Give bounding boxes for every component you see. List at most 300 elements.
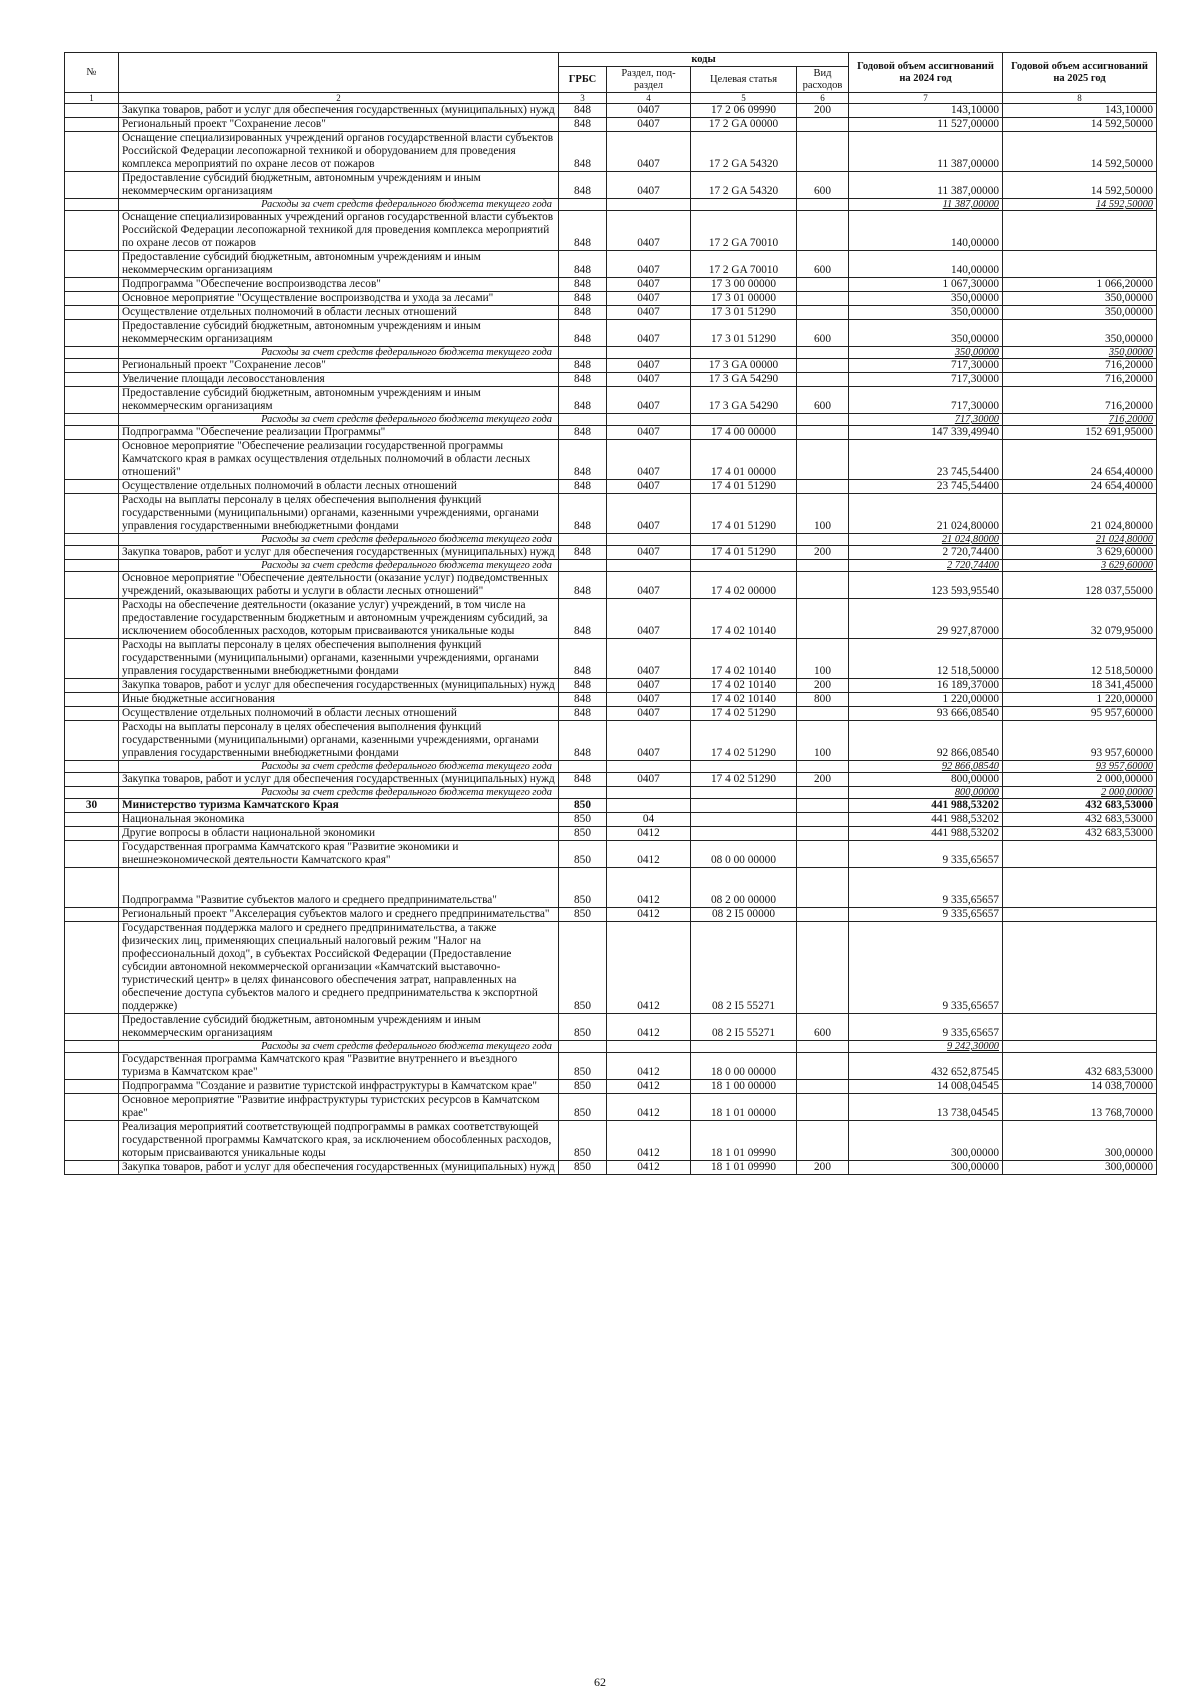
row-no [65, 841, 119, 868]
row-amount-2025: 32 079,95000 [1003, 599, 1157, 639]
row-no [65, 426, 119, 440]
row-grbs: 850 [559, 1121, 607, 1161]
table-row [65, 707, 1157, 721]
row-name: Подпрограмма "Развитие субъектов малого и среднего предпринимательства" [119, 868, 559, 908]
row-razdel: 0407 [607, 132, 691, 172]
row-grbs: 848 [559, 373, 607, 387]
row-amount-2025: 14 592,50000 [1003, 118, 1157, 132]
row-amount-2025: 24 654,40000 [1003, 480, 1157, 494]
row-expense-type: 200 [797, 679, 849, 693]
row-razdel: 0407 [607, 373, 691, 387]
table-row [65, 211, 1157, 251]
table-row [65, 572, 1157, 599]
row-no [65, 693, 119, 707]
row-name: Оснащение специализированных учреждений органов государственной власти субъектов Российской Федерации лесопожарной техникой и оборудованием для проведения комплекса мероприятий по охране лесов от пожаров [119, 132, 559, 172]
row-target-article: 17 4 01 51290 [691, 480, 797, 494]
row-amount-2025: 1 066,20000 [1003, 278, 1157, 292]
row-razdel: 0407 [607, 278, 691, 292]
row-grbs: 850 [559, 813, 607, 827]
row-target-article: 17 2 GA 70010 [691, 251, 797, 278]
row-target-article: 18 0 00 00000 [691, 1053, 797, 1080]
row-amount-2024: 717,30000 [849, 414, 1003, 426]
row-target-article: 08 2 I5 00000 [691, 908, 797, 922]
row-name: Министерство туризма Камчатского Края [119, 799, 559, 813]
row-no [65, 868, 119, 908]
row-razdel: 0412 [607, 1053, 691, 1080]
table-row [65, 693, 1157, 707]
row-amount-2025: 3 629,60000 [1003, 560, 1157, 572]
row-amount-2025: 350,00000 [1003, 320, 1157, 347]
row-name: Закупка товаров, работ и услуг для обеспечения государственных (муниципальных) нужд [119, 546, 559, 560]
row-expense-type [797, 841, 849, 868]
row-razdel: 0412 [607, 1161, 691, 1175]
row-razdel: 0407 [607, 359, 691, 373]
row-name: Расходы на выплаты персоналу в целях обеспечения выполнения функций государственными (муниципальными) органами, казенными учреждениями, органами управления государственными внебюджетными фондами [119, 639, 559, 679]
row-target-article: 17 4 02 10140 [691, 599, 797, 639]
table-row [65, 868, 1157, 908]
row-name: Предоставление субсидий бюджетным, автономным учреждениям и иным некоммерческим организациям [119, 251, 559, 278]
row-expense-type: 100 [797, 721, 849, 761]
row-name: Основное мероприятие "Развитие инфраструктуры туристских ресурсов в Камчатском крае" [119, 1094, 559, 1121]
table-row [65, 639, 1157, 679]
row-amount-2025: 128 037,55000 [1003, 572, 1157, 599]
row-amount-2025 [1003, 908, 1157, 922]
row-amount-2024: 9 335,65657 [849, 908, 1003, 922]
row-name: Основное мероприятие "Осуществление воспроизводства и ухода за лесами" [119, 292, 559, 306]
row-no [65, 761, 119, 773]
row-amount-2025: 432 683,53000 [1003, 827, 1157, 841]
row-target-article: 18 1 01 09990 [691, 1161, 797, 1175]
row-amount-2024: 123 593,95540 [849, 572, 1003, 599]
row-amount-2025: 14 592,50000 [1003, 199, 1157, 211]
row-amount-2025: 93 957,60000 [1003, 761, 1157, 773]
col-number: 3 [559, 93, 607, 104]
row-amount-2024: 11 387,00000 [849, 132, 1003, 172]
row-amount-2024: 16 189,37000 [849, 679, 1003, 693]
row-grbs: 848 [559, 494, 607, 534]
row-name: Осуществление отдельных полномочий в области лесных отношений [119, 306, 559, 320]
row-target-article: 08 0 00 00000 [691, 841, 797, 868]
row-name: Расходы на выплаты персоналу в целях обеспечения выполнения функций государственными (муниципальными) органами, казенными учреждениями, органами управления государственными внебюджетными фондами [119, 721, 559, 761]
row-expense-type [797, 414, 849, 426]
row-target-article: 17 4 01 51290 [691, 494, 797, 534]
row-name: Увеличение площади лесовосстановления [119, 373, 559, 387]
row-name: Закупка товаров, работ и услуг для обеспечения государственных (муниципальных) нужд [119, 679, 559, 693]
row-amount-2024: 800,00000 [849, 773, 1003, 787]
row-name: Расходы за счет средств федерального бюджета текущего года [119, 347, 559, 359]
row-expense-type: 800 [797, 693, 849, 707]
row-amount-2024: 140,00000 [849, 211, 1003, 251]
row-grbs: 848 [559, 104, 607, 118]
row-name: Расходы за счет средств федерального бюджета текущего года [119, 534, 559, 546]
row-no [65, 599, 119, 639]
row-grbs: 848 [559, 172, 607, 199]
row-amount-2024: 11 527,00000 [849, 118, 1003, 132]
row-no [65, 773, 119, 787]
table-row [65, 841, 1157, 868]
row-amount-2024: 9 335,65657 [849, 841, 1003, 868]
row-expense-type [797, 1080, 849, 1094]
row-amount-2024: 441 988,53202 [849, 799, 1003, 813]
row-name: Закупка товаров, работ и услуг для обеспечения государственных (муниципальных) нужд [119, 1161, 559, 1175]
row-grbs: 848 [559, 572, 607, 599]
row-no [65, 1014, 119, 1041]
row-name: Подпрограмма "Обеспечение воспроизводства лесов" [119, 278, 559, 292]
row-amount-2024: 300,00000 [849, 1121, 1003, 1161]
row-grbs: 850 [559, 841, 607, 868]
row-no [65, 292, 119, 306]
row-amount-2024: 11 387,00000 [849, 172, 1003, 199]
row-amount-2024: 2 720,74400 [849, 560, 1003, 572]
row-amount-2024: 92 866,08540 [849, 761, 1003, 773]
row-amount-2025: 432 683,53000 [1003, 1053, 1157, 1080]
row-no [65, 251, 119, 278]
row-amount-2024: 350,00000 [849, 320, 1003, 347]
row-grbs [559, 787, 607, 799]
row-no [65, 306, 119, 320]
row-amount-2024: 717,30000 [849, 373, 1003, 387]
row-razdel: 0407 [607, 639, 691, 679]
row-name: Региональный проект "Сохранение лесов" [119, 359, 559, 373]
row-expense-type [797, 359, 849, 373]
row-name: Национальная экономика [119, 813, 559, 827]
table-row [65, 534, 1157, 546]
row-grbs: 850 [559, 1080, 607, 1094]
row-amount-2025: 1 220,00000 [1003, 693, 1157, 707]
row-amount-2025: 350,00000 [1003, 292, 1157, 306]
table-row [65, 813, 1157, 827]
row-expense-type [797, 813, 849, 827]
row-expense-type: 600 [797, 1014, 849, 1041]
table-row [65, 199, 1157, 211]
row-grbs: 848 [559, 118, 607, 132]
row-razdel: 0407 [607, 480, 691, 494]
row-razdel [607, 560, 691, 572]
row-name: Расходы за счет средств федерального бюджета текущего года [119, 560, 559, 572]
row-amount-2024: 717,30000 [849, 387, 1003, 414]
table-row [65, 251, 1157, 278]
row-razdel: 0407 [607, 387, 691, 414]
row-name: Региональный проект "Сохранение лесов" [119, 118, 559, 132]
row-expense-type [797, 306, 849, 320]
table-row [65, 721, 1157, 761]
row-target-article: 17 3 01 51290 [691, 320, 797, 347]
row-amount-2025: 716,20000 [1003, 373, 1157, 387]
row-grbs: 848 [559, 292, 607, 306]
row-grbs [559, 560, 607, 572]
page-number: 62 [594, 1675, 606, 1689]
row-no [65, 1041, 119, 1053]
row-no [65, 908, 119, 922]
row-target-article: 17 3 GA 54290 [691, 387, 797, 414]
row-name: Предоставление субсидий бюджетным, автономным учреждениям и иным некоммерческим организациям [119, 1014, 559, 1041]
row-target-article: 17 3 00 00000 [691, 278, 797, 292]
row-amount-2025 [1003, 1014, 1157, 1041]
row-no [65, 373, 119, 387]
row-amount-2025: 13 768,70000 [1003, 1094, 1157, 1121]
row-grbs: 848 [559, 773, 607, 787]
budget-table [64, 52, 1157, 1175]
header-grbs: ГРБС [559, 67, 607, 93]
table-row [65, 1161, 1157, 1175]
row-amount-2025: 3 629,60000 [1003, 546, 1157, 560]
row-razdel: 0407 [607, 721, 691, 761]
table-row [65, 922, 1157, 1014]
header-codes: коды [559, 53, 849, 67]
row-amount-2025: 18 341,45000 [1003, 679, 1157, 693]
header-razdel: Раздел, под-раздел [607, 67, 691, 93]
row-razdel: 0412 [607, 868, 691, 908]
table-header [65, 53, 1157, 104]
row-name: Подпрограмма "Обеспечение реализации Программы" [119, 426, 559, 440]
row-expense-type: 200 [797, 104, 849, 118]
row-amount-2024: 432 652,87545 [849, 1053, 1003, 1080]
table-row [65, 387, 1157, 414]
row-razdel: 0407 [607, 693, 691, 707]
row-amount-2025: 21 024,80000 [1003, 534, 1157, 546]
row-amount-2025 [1003, 922, 1157, 1014]
row-target-article [691, 813, 797, 827]
row-expense-type [797, 922, 849, 1014]
row-razdel: 0412 [607, 841, 691, 868]
row-grbs [559, 414, 607, 426]
row-no [65, 1121, 119, 1161]
row-amount-2025: 14 038,70000 [1003, 1080, 1157, 1094]
row-no [65, 278, 119, 292]
row-amount-2024: 350,00000 [849, 292, 1003, 306]
row-no [65, 546, 119, 560]
header-2025: Годовой объем ассигнований на 2025 год [1003, 53, 1157, 93]
row-expense-type [797, 599, 849, 639]
header-no: № [65, 53, 119, 93]
row-razdel [607, 787, 691, 799]
row-no [65, 172, 119, 199]
row-target-article: 17 3 01 51290 [691, 306, 797, 320]
row-amount-2024: 717,30000 [849, 359, 1003, 373]
row-expense-type [797, 132, 849, 172]
row-expense-type: 600 [797, 251, 849, 278]
table-row [65, 440, 1157, 480]
row-amount-2024: 9 335,65657 [849, 868, 1003, 908]
row-expense-type [797, 560, 849, 572]
row-razdel [607, 199, 691, 211]
row-amount-2024: 11 387,00000 [849, 199, 1003, 211]
row-no [65, 1080, 119, 1094]
col-number: 8 [1003, 93, 1157, 104]
row-no [65, 199, 119, 211]
row-target-article: 17 3 GA 54290 [691, 373, 797, 387]
row-target-article: 17 2 GA 00000 [691, 118, 797, 132]
table-row [65, 546, 1157, 560]
row-grbs: 850 [559, 922, 607, 1014]
row-name: Расходы за счет средств федерального бюджета текущего года [119, 761, 559, 773]
row-razdel: 0412 [607, 1080, 691, 1094]
table-row [65, 426, 1157, 440]
row-grbs: 850 [559, 908, 607, 922]
row-no [65, 118, 119, 132]
row-razdel: 0412 [607, 827, 691, 841]
row-expense-type [797, 534, 849, 546]
row-amount-2024: 143,10000 [849, 104, 1003, 118]
table-row [65, 799, 1157, 813]
row-no [65, 1161, 119, 1175]
row-razdel: 0407 [607, 494, 691, 534]
row-grbs [559, 534, 607, 546]
row-expense-type: 200 [797, 1161, 849, 1175]
table-row [65, 679, 1157, 693]
row-target-article: 17 2 GA 54320 [691, 172, 797, 199]
row-expense-type [797, 211, 849, 251]
row-amount-2024: 9 335,65657 [849, 1014, 1003, 1041]
row-no [65, 572, 119, 599]
row-expense-type [797, 1094, 849, 1121]
row-expense-type [797, 373, 849, 387]
row-amount-2024: 441 988,53202 [849, 827, 1003, 841]
row-no [65, 639, 119, 679]
row-amount-2024: 2 720,74400 [849, 546, 1003, 560]
row-target-article: 17 4 02 51290 [691, 721, 797, 761]
row-grbs [559, 761, 607, 773]
row-name: Расходы за счет средств федерального бюджета текущего года [119, 199, 559, 211]
table-row [65, 320, 1157, 347]
row-expense-type [797, 1053, 849, 1080]
row-amount-2025: 716,20000 [1003, 387, 1157, 414]
row-expense-type [797, 480, 849, 494]
row-amount-2024: 92 866,08540 [849, 721, 1003, 761]
row-grbs: 848 [559, 707, 607, 721]
row-expense-type: 200 [797, 546, 849, 560]
row-razdel: 0407 [607, 251, 691, 278]
row-razdel [607, 414, 691, 426]
table-row [65, 132, 1157, 172]
table-row [65, 373, 1157, 387]
row-amount-2025: 14 592,50000 [1003, 172, 1157, 199]
row-name: Расходы за счет средств федерального бюджета текущего года [119, 414, 559, 426]
row-amount-2025: 300,00000 [1003, 1161, 1157, 1175]
row-amount-2024: 14 008,04545 [849, 1080, 1003, 1094]
row-target-article: 17 4 02 51290 [691, 707, 797, 721]
row-target-article [691, 414, 797, 426]
row-name: Расходы за счет средств федерального бюджета текущего года [119, 1041, 559, 1053]
row-amount-2024: 147 339,49940 [849, 426, 1003, 440]
row-target-article: 18 1 01 09990 [691, 1121, 797, 1161]
row-name: Предоставление субсидий бюджетным, автономным учреждениям и иным некоммерческим организациям [119, 320, 559, 347]
row-razdel: 0412 [607, 908, 691, 922]
row-grbs: 848 [559, 251, 607, 278]
row-amount-2024: 140,00000 [849, 251, 1003, 278]
row-amount-2025 [1003, 211, 1157, 251]
row-amount-2025 [1003, 251, 1157, 278]
row-amount-2025 [1003, 841, 1157, 868]
row-expense-type [797, 799, 849, 813]
row-no: 30 [65, 799, 119, 813]
row-name: Государственная поддержка малого и среднего предпринимательства, а также физических лиц, применяющих специальный налоговый режим "Налог на профессиональный доход", в субъектах Российской Федерации (Предоставление субсидии автономной некоммерческой организации «Камчатский выставочно-туристический центр» в целях финансового обеспечения затрат, направленных на обеспечение доступа субъектов малого и среднего предпринимательства к экспортной поддержке) [119, 922, 559, 1014]
row-target-article: 17 4 02 51290 [691, 773, 797, 787]
row-amount-2025 [1003, 868, 1157, 908]
row-amount-2024: 300,00000 [849, 1161, 1003, 1175]
table-row [65, 560, 1157, 572]
row-no [65, 494, 119, 534]
table-row [65, 494, 1157, 534]
budget-table-sheet [64, 52, 1156, 1175]
table-row [65, 1053, 1157, 1080]
row-no [65, 104, 119, 118]
table-row [65, 1041, 1157, 1053]
row-razdel [607, 761, 691, 773]
table-row [65, 827, 1157, 841]
col-number: 2 [119, 93, 559, 104]
row-grbs [559, 347, 607, 359]
row-grbs: 848 [559, 132, 607, 172]
row-target-article: 17 2 GA 70010 [691, 211, 797, 251]
row-no [65, 534, 119, 546]
row-amount-2024: 21 024,80000 [849, 534, 1003, 546]
row-no [65, 560, 119, 572]
table-row [65, 306, 1157, 320]
row-grbs [559, 199, 607, 211]
row-razdel: 0407 [607, 546, 691, 560]
row-expense-type [797, 908, 849, 922]
row-expense-type [797, 292, 849, 306]
row-name: Расходы на выплаты персоналу в целях обеспечения выполнения функций государственными (муниципальными) органами, казенными учреждениями, органами управления государственными внебюджетными фондами [119, 494, 559, 534]
row-expense-type [797, 707, 849, 721]
row-expense-type [797, 426, 849, 440]
table-row [65, 359, 1157, 373]
row-razdel: 0407 [607, 306, 691, 320]
row-amount-2024: 9 242,30000 [849, 1041, 1003, 1053]
row-target-article [691, 347, 797, 359]
row-razdel: 0412 [607, 1014, 691, 1041]
row-razdel: 04 [607, 813, 691, 827]
row-no [65, 1094, 119, 1121]
row-target-article: 17 4 02 10140 [691, 639, 797, 679]
row-grbs: 848 [559, 359, 607, 373]
row-grbs: 848 [559, 387, 607, 414]
row-no [65, 211, 119, 251]
row-amount-2025: 143,10000 [1003, 104, 1157, 118]
row-razdel: 0412 [607, 1094, 691, 1121]
row-grbs: 850 [559, 1161, 607, 1175]
row-target-article: 08 2 I5 55271 [691, 1014, 797, 1041]
row-expense-type [797, 199, 849, 211]
row-name: Осуществление отдельных полномочий в области лесных отношений [119, 480, 559, 494]
row-amount-2025: 12 518,50000 [1003, 639, 1157, 679]
row-grbs: 848 [559, 278, 607, 292]
table-row [65, 908, 1157, 922]
row-no [65, 1053, 119, 1080]
row-target-article [691, 560, 797, 572]
table-row [65, 1014, 1157, 1041]
row-grbs: 850 [559, 799, 607, 813]
row-target-article [691, 827, 797, 841]
row-expense-type [797, 347, 849, 359]
header-vr: Вид расходов [797, 67, 849, 93]
table-row [65, 1094, 1157, 1121]
row-target-article [691, 199, 797, 211]
row-no [65, 787, 119, 799]
row-name: Предоставление субсидий бюджетным, автономным учреждениям и иным некоммерческим организациям [119, 387, 559, 414]
row-razdel: 0407 [607, 172, 691, 199]
table-row [65, 1121, 1157, 1161]
row-target-article [691, 534, 797, 546]
col-number: 4 [607, 93, 691, 104]
row-amount-2025: 95 957,60000 [1003, 707, 1157, 721]
header-cs: Целевая статья [691, 67, 797, 93]
row-grbs: 848 [559, 679, 607, 693]
row-grbs: 848 [559, 480, 607, 494]
row-grbs: 848 [559, 546, 607, 560]
row-target-article: 17 4 01 51290 [691, 546, 797, 560]
